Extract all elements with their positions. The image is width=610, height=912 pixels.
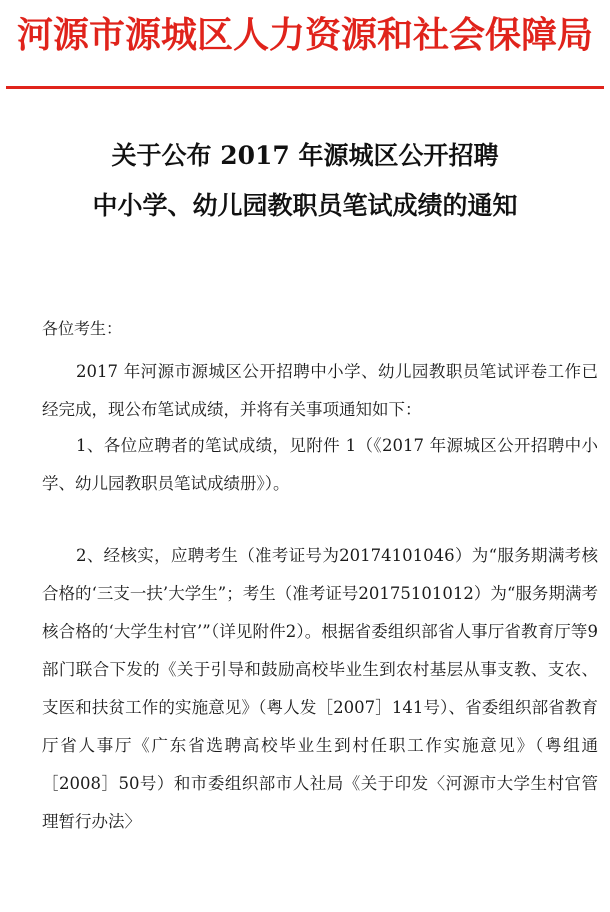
- body-paragraph-intro: 2017 年河源市源城区公开招聘中小学、幼儿园教职员笔试评卷工作已经完成，现公布笔试成绩，并将有关事项通知如下：: [42, 362, 598, 419]
- issuing-authority-header: 河源市源城区人力资源和社会保障局: [16, 15, 593, 56]
- body-paragraph-item-2: 2、经核实，应聘考生（准考证号为20174101046）为“服务期满考核合格的‘三支一扶’大学生”；考生（准考证号20175101012）为“服务期满考核合格的‘大学生村官’”（详见附件2）。根据省委组织部省人事厅省教育厅等9部门联合下发的《关于引导和鼓励高校毕业生到农村基层从事支教、支农、支医和扶贫工作的实施意见》（粤人发［2007］141号）、省委组织部省教育厅省人事厅《广东省选聘高校毕业生到村任职工作实施意见》（粤组通［2008］50号）和市委组织部市人社局《关于印发〈河源市大学生村官管理暂行办法〉: [42, 546, 598, 831]
- header-red-rule: [6, 86, 604, 89]
- body-paragraph-item-1: 1、各位应聘者的笔试成绩，见附件 1（《2017 年源城区公开招聘中小学、幼儿园教职员笔试成绩册》）。: [42, 436, 598, 493]
- document-title-line-1: 关于公布 2017 年源城区公开招聘: [111, 141, 499, 170]
- salutation: 各位考生：: [42, 319, 123, 338]
- document-title-line-2: 中小学、幼儿园教职员笔试成绩的通知: [92, 191, 518, 220]
